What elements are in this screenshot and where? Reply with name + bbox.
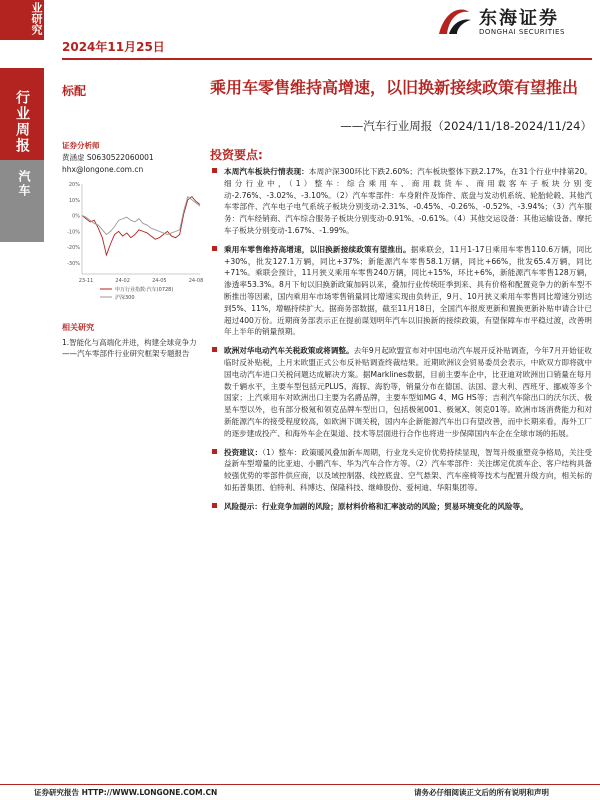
analyst-email: hhx@longone.com.cn [62,165,144,174]
paragraph-text: （1）整车：政策暖风叠加新车周期，行业龙头定价优势持续显现，智驾升级重塑竞争格局，关注受益新车型增量的比亚迪、小鹏汽车、华为汽车合作方等。（2）汽车零部件：关注绑定优质车企、客户结构具备较强优势的零部件供应商，以及域控制器、线控底盘、空气悬架、汽车座椅等技术与配置升级方向，相关标的如拓普集团、伯特利、科博达、保隆科技、继峰股份、爱柯迪、华阳集团等。 [224,447,593,492]
y-tick-label: 0% [72,213,80,220]
series-line [82,197,200,235]
x-tick-label: 23-11 [78,278,94,284]
header-divider [62,58,592,60]
paragraph-risk [210,501,592,513]
performance-chart [62,178,204,314]
y-tick-label: 10% [68,197,80,204]
analyst-block [62,140,202,176]
bullet-icon [212,246,217,251]
company-logo [435,2,595,52]
legend-label: 沪深300 [115,295,135,301]
bullet-icon [212,503,217,508]
paragraph-text: 据乘联会，11月1-17日乘用车零售110.6万辆，同比+30%，批发127.1万辆，同比+37%；新能源汽车零售58.1万辆，同比+66%，批发65.4万辆，同比+71%。乘联会预计，11月狭义乘用车零售240万辆，同比+15%，环比+6%，新能源汽车零售128万辆，渗透率53.3%。8月下旬以旧换新政策加码以来，叠加行业传统旺季到来、具有价格和配置竞争力的新车型不断推出等因素，国内乘用车市场零售销量同比增速实现由负转正，9月、10月狭义乘用车零售同比增速分别达到5%、11%，增幅持续扩大。据商务部数据，截至11月18日，全国汽车报废更新和置换更新补贴申请合计已超过400万份。近期商务部表示正在提前谋划明年汽车以旧换新的接续政策，有望保障车市平稳过渡，改善明年上半年的销量预期。 [224,244,593,337]
sector-label: 汽车 [17,170,31,198]
y-tick-label: 20% [68,182,80,188]
analyst-name: 黄涵虚 S0630522060001 [62,153,154,162]
paragraph-market [210,166,592,237]
related-research-heading: 相关研究 [62,323,94,332]
report-subtitle: ——汽车行业周报（2024/11/18-2024/11/24） [340,119,592,133]
x-tick-label: 24-08 [188,278,204,284]
series-line [82,197,200,255]
report-type-tab: 业研究 [0,0,44,40]
bullet-icon [212,449,217,454]
analyst-label: 证券分析师 [62,141,100,150]
paragraph-lead: 风险提示： [224,501,262,511]
y-tick-label: -30% [67,260,80,267]
footer-website[interactable]: 证券研究报告 HTTP://WWW.LONGONE.COM.CN [34,788,218,797]
bullet-icon [212,347,217,352]
paragraph-lead: 欧洲对华电动汽车关税政策或将调整。 [224,346,354,356]
paragraph-lead: 乘用车零售维持高增速，以旧换新接续政策有望推出。 [224,244,411,254]
report-date: 2024年11月25日 [62,40,165,54]
paragraph-retail [210,244,592,338]
key-points-body [210,166,592,520]
paragraph-lead: 本周汽车板块行情表现： [224,167,309,176]
y-tick-label: -20% [67,245,80,252]
report-category: 行业周报 [14,90,30,154]
logo-text-en: DONGHAI SECURITIES [479,28,565,36]
legend-label: 申万行业指数:汽车(0728) [115,287,174,293]
paragraph-eu-tariff [210,345,592,439]
x-tick-label: 24-05 [152,278,167,284]
paragraph-text: 本周沪深300环比下跌2.60%；汽车板块整体下跌2.17%，在31个行业中排第20。细分行业中，（1）整车：综合乘用车、商用载货车、商用载客车子板块分别变动-2.76%、-3.02%、-3.10%。（2）汽车零部件：车身附件及饰件、底盘与发动机系统、轮胎轮毂、其他汽车零部件、汽车电子电气系统子板块分别变动-2.31%、-0.45%、-0.26%、-0.52%、-3.94%；（3）汽车服务：汽车经销商、汽车综合服务子板块分别变动-0.91%、-0.61%。（4）其他交运设备：其他运输设备、摩托车子板块分别变动-1.67%、-1.99%。 [224,167,592,235]
logo-wave-icon [435,4,473,38]
x-tick-label: 24-02 [115,278,130,284]
y-tick-label: -10% [67,229,80,236]
key-points-heading: 投资要点: [210,148,263,162]
paragraph-text: 行业竞争加剧的风险；原材料价格和汇率波动的风险；贸易环境变化的风险等。 [261,501,528,511]
paragraph-advice [210,447,592,494]
footer-divider [0,784,600,785]
report-title: 乘用车零售维持高增速，以旧换新接续政策有望推出 [210,78,579,97]
paragraph-text: 去年9月起欧盟宣布对中国电动汽车展开反补贴调查，今年7月开始征收临时反补贴税，上月末欧盟正式公布反补贴调查终裁结果。近期欧洲议会贸易委员会表示，中欧双方即将就中国电动汽车进口关税问题达成解决方案。据Marklines数据，目前主要车企中，比亚迪对欧洲出口销量在每月数千辆水平，主要车型包括元PLUS、海豚、海豹等，销量分布在德国、法国、意大利、西班牙、挪威等多个国家；上汽乘用车对欧洲出口主要为名爵品牌，主要车型如MG 4、MG HS等；吉利汽车除出口的沃尔沃、极星车型以外，也有部分极氪和领克品牌车型出口，包括极氪001、极氪X、领克01等。欧洲市场消费能力和对新能源汽车的接受程度较高，如欧洲下调关税，国内车企新能源汽车出口有望改善，而中长期来看，海外工厂的逐步建成投产、和海外车企在渠道、技术等层面进行合作也将进一步保障国内车企在全球市场的拓展。 [224,346,592,438]
industry-rating: 标配 [62,84,87,98]
paragraph-lead: 投资建议： [224,447,263,457]
footer-disclaimer: 请务必仔细阅读正文后的所有说明和声明 [414,788,549,797]
logo-text-cn: 东海证券 [479,8,559,29]
related-research-item[interactable]: 1.智能化与高端化并进，构建全球竞争力——汽车零部件行业研究框架专题报告 [62,338,197,358]
bullet-icon [212,168,217,173]
